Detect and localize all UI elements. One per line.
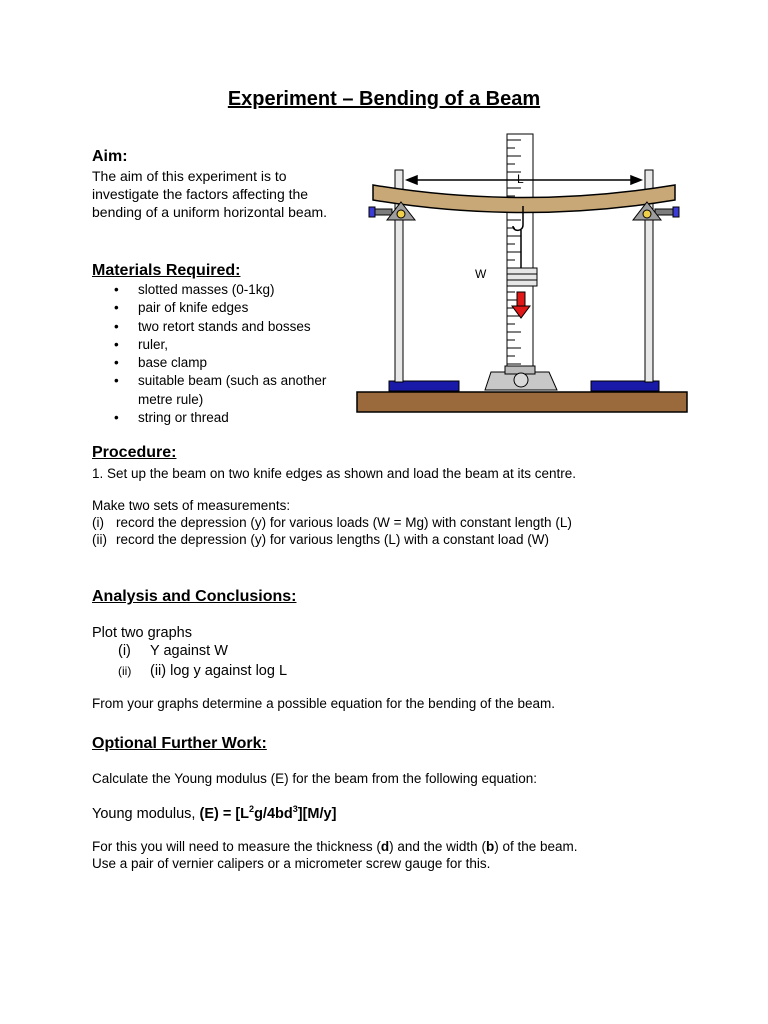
list-item: • base clamp xyxy=(110,354,350,372)
list-item: • two retort stands and bosses xyxy=(110,318,350,336)
graph-2 xyxy=(118,661,287,681)
materials-heading: Materials Required: xyxy=(92,262,241,279)
aim-text: The aim of this experiment is to investigate the factors affecting the bending of a uniform horizontal beam. xyxy=(92,168,328,220)
equation-part-c: ][M/y] xyxy=(297,805,337,822)
analysis-conclusion: From your graphs determine a possible equation for the bending of the beam. xyxy=(92,696,556,711)
materials-list xyxy=(110,281,350,427)
equation-sup-2: 3 xyxy=(292,804,298,814)
equation-label: Young modulus, xyxy=(92,805,200,822)
beam-apparatus-diagram xyxy=(355,130,690,415)
young-modulus-equation xyxy=(92,804,336,822)
base-board xyxy=(357,392,687,412)
equation-sup-1: 2 xyxy=(249,804,255,814)
length-label: L xyxy=(517,172,524,186)
measurement-1 xyxy=(92,514,572,531)
list-item: • slotted masses (0-1kg) xyxy=(110,281,350,299)
measurement-2-text: record the depression (y) for various lengths (L) with a constant load (W) xyxy=(116,532,549,547)
list-item: • pair of knife edges xyxy=(110,299,350,317)
list-item: • string or thread xyxy=(110,409,350,427)
measurement-2-number: (ii) xyxy=(92,532,107,547)
graph-1 xyxy=(118,641,228,661)
measurement-1-text: record the depression (y) for various loads (W = Mg) with constant length (L) xyxy=(116,515,572,530)
base-clamp xyxy=(485,366,557,390)
analysis-heading: Analysis and Conclusions: xyxy=(92,588,297,605)
graph-2-text: (ii) log y against log L xyxy=(150,663,288,679)
equation-part-b: g/4bd xyxy=(254,805,293,822)
weight-label: W xyxy=(475,267,487,281)
list-item: • ruler, xyxy=(110,336,350,354)
procedure-heading: Procedure: xyxy=(92,444,177,461)
graph-1-text: Y against W xyxy=(150,643,228,659)
instrument-note: Use a pair of vernier calipers or a micrometer screw gauge for this. xyxy=(92,856,491,871)
calc-instruction: Calculate the Young modulus (E) for the beam from the following equation: xyxy=(92,771,538,786)
note-text-1: For this you will need to measure the thickness ( xyxy=(92,839,381,854)
page-title: Experiment – Bending of a Beam xyxy=(227,88,541,110)
equation-part-a: (E) = [L xyxy=(199,805,250,822)
procedure-step-1: 1. Set up the beam on two knife edges as shown and load the beam at its centre. xyxy=(92,466,577,481)
measurements-intro: Make two sets of measurements: xyxy=(92,498,291,513)
note-b: b xyxy=(485,839,495,854)
graph-1-number: (i) xyxy=(118,643,131,659)
slotted-masses xyxy=(507,268,537,286)
aim-heading: Aim: xyxy=(92,148,128,165)
vertical-ruler xyxy=(507,134,533,368)
note-text-2: ) and the width ( xyxy=(389,839,486,854)
plot-intro: Plot two graphs xyxy=(92,625,192,641)
note-d: d xyxy=(380,839,390,854)
measurement-1-number: (i) xyxy=(92,515,104,530)
note-text-3: ) of the beam. xyxy=(494,839,578,854)
list-item: • suitable beam (such as another metre rule) xyxy=(110,372,350,409)
thickness-width-note xyxy=(92,838,578,855)
measurement-2 xyxy=(92,531,549,548)
graph-2-number: (ii) xyxy=(118,664,132,678)
further-work-heading: Optional Further Work: xyxy=(92,735,267,752)
